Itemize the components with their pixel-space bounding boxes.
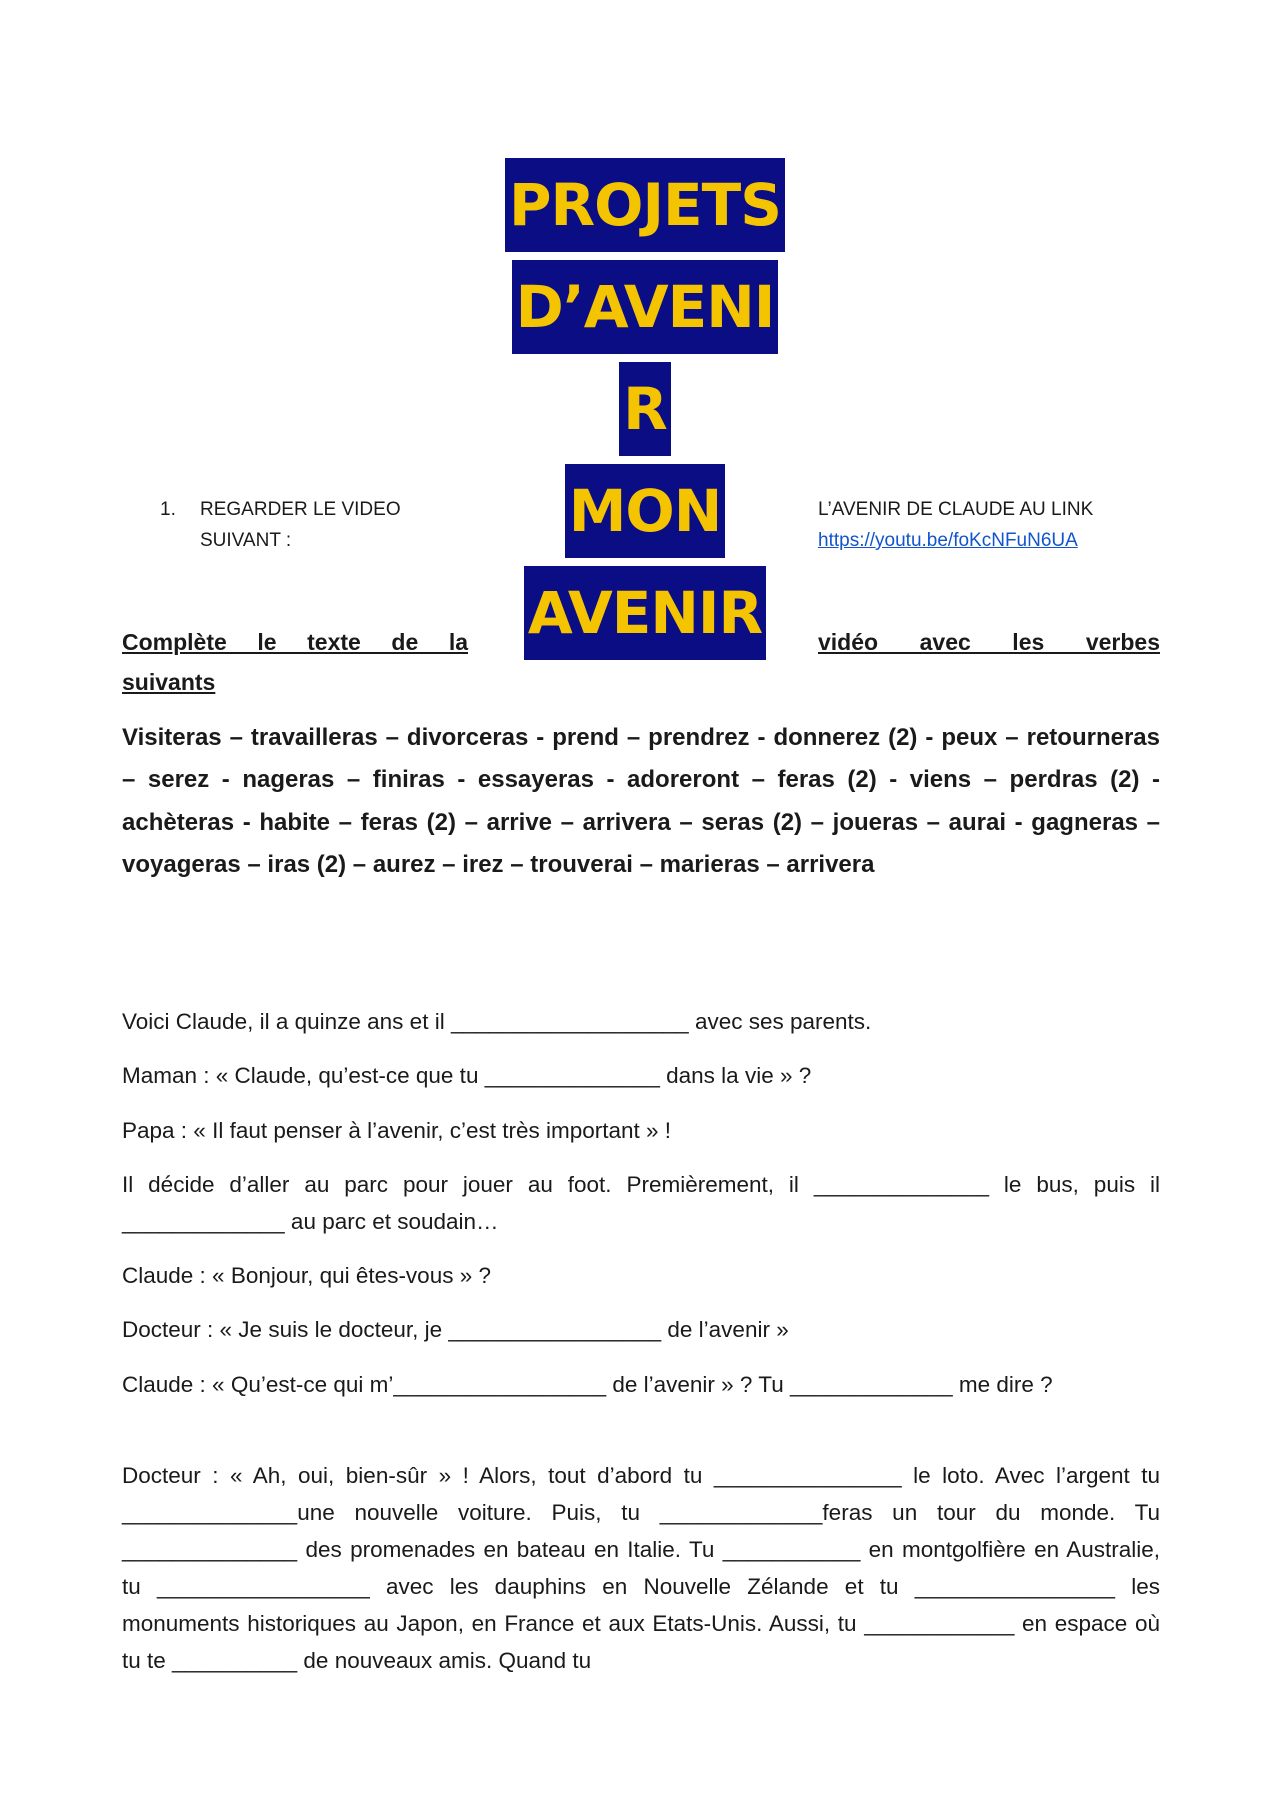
title-line-3: R <box>619 362 671 456</box>
title-line-2: D’AVENI <box>512 260 779 354</box>
title-line-1: PROJETS <box>505 158 785 252</box>
story-paragraph-4: Il décide d’aller au parc pour jouer au foot. Premièrement, il ______________ le bus, puis il _____________ au parc et soudain… <box>122 1172 1160 1234</box>
page-title <box>500 158 790 668</box>
story-paragraph-8: Docteur : « Ah, oui, bien-sûr » ! Alors, tout d’abord tu _______________ le loto. Avec l’argent tu ______________une nouvelle voiture. Puis, tu _____________feras un tour du monde. Tu ______________ des promenades en bateau en Italie. Tu ___________ en montgolfière en Australie, tu _________________ avec les dauphins en Nouvelle Zélande et tu ________________ les monuments historiques au Japon, en France et aux Etats-Unis. Aussi, tu ____________ en espace où tu te __________ de nouveaux amis. Quand tu <box>122 1463 1160 1673</box>
title-line-4: MON <box>565 464 726 558</box>
story-paragraph-3: Papa : « Il faut penser à l’avenir, c’est très important » ! <box>122 1118 672 1143</box>
instruction-number: 1. <box>160 499 176 520</box>
video-reference <box>818 494 1093 556</box>
exercise-heading-cont: suivants <box>122 669 216 695</box>
instruction-text-line1: REGARDER LE VIDEO <box>200 499 401 520</box>
story-paragraph-5: Claude : « Bonjour, qui êtes-vous » ? <box>122 1263 491 1288</box>
exercise-heading-left: Complète le texte de la <box>122 629 468 655</box>
video-link[interactable]: https://youtu.be/foKcNFuN6UA <box>818 530 1078 551</box>
title-line-5: AVENIR <box>524 566 766 660</box>
video-reference-text: L’AVENIR DE CLAUDE AU LINK <box>818 499 1094 520</box>
story-paragraph-1: Voici Claude, il a quinze ans et il ___________________ avec ses parents. <box>122 1009 872 1034</box>
instruction-text-line2: SUIVANT : <box>200 530 292 551</box>
story-paragraph-2: Maman : « Claude, qu’est-ce que tu ______________ dans la vie » ? <box>122 1063 812 1088</box>
instruction-item <box>160 494 401 556</box>
verb-list: Visiteras – travailleras – divorceras - prend – prendrez - donnerez (2) - peux – retourneras – serez - nageras – finiras - essayeras - adoreront – feras (2) - viens – perdras (2) - achèteras - habite – feras (2) – arrive – arrivera – seras (2) – joueras – aurai - gagneras – voyageras – iras (2) – aurez – irez – trouverai – marieras – arrivera <box>122 724 1160 879</box>
exercise-heading-right: vidéo avec les verbes <box>818 629 1160 655</box>
story-paragraph-6: Docteur : « Je suis le docteur, je _________________ de l’avenir » <box>122 1317 789 1342</box>
story-paragraph-7: Claude : « Qu’est-ce qui m’_________________ de l’avenir » ? Tu _____________ me dire ? <box>122 1372 1053 1397</box>
